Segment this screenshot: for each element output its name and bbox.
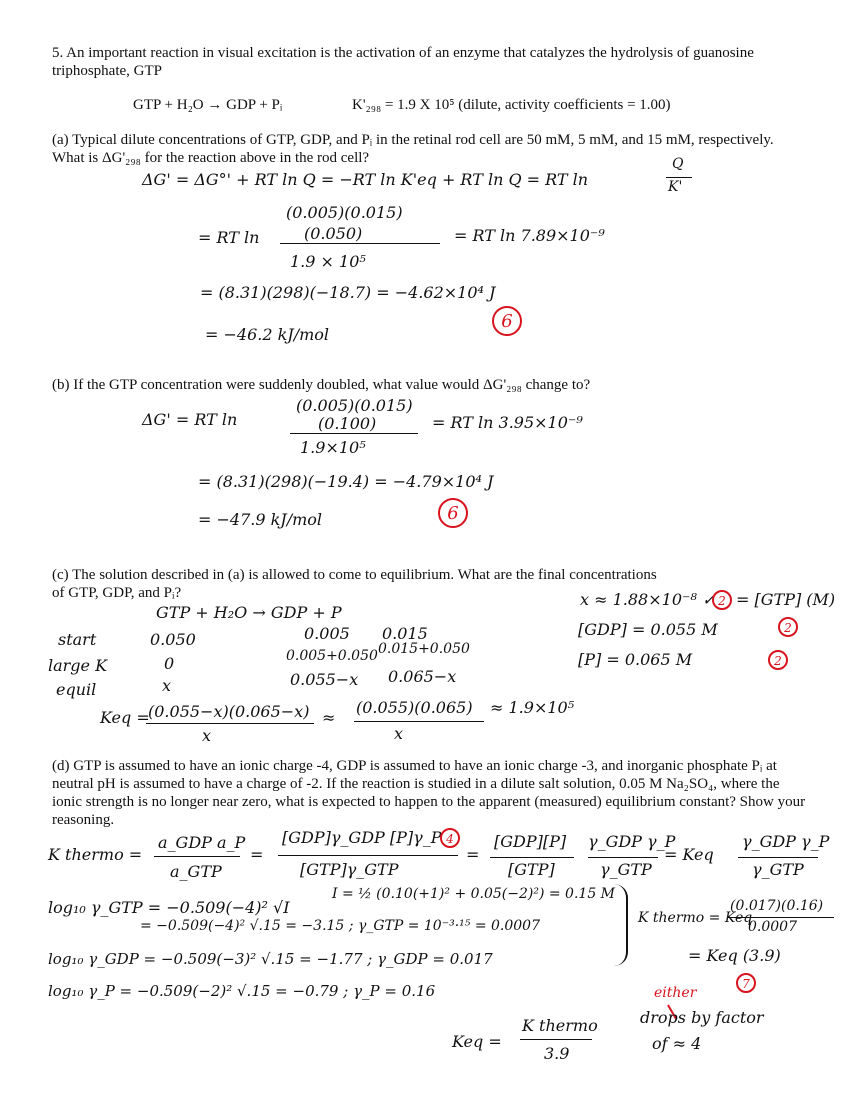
part-c-keq-num2: (0.055)(0.065) <box>356 698 473 717</box>
part-a-frac-den: 1.9 × 10⁵ <box>290 252 366 271</box>
keq-statement: K'₂₉₈ = 1.9 X 10⁵ (dilute, activity coefficients = 1.00) <box>352 97 671 113</box>
part-d-f1-line <box>154 856 240 857</box>
part-a-line1-num: Q <box>672 156 684 172</box>
part-d-f2-num: [GDP]γ_GDP [P]γ_P <box>282 828 442 847</box>
part-c-largek-p: 0.015+0.050 <box>378 641 470 657</box>
part-d-either: either <box>654 985 697 1001</box>
part-b-num-bottom: (0.100) <box>318 414 377 433</box>
part-c-equil-p: 0.065−x <box>388 667 457 686</box>
part-b-num-top: (0.005)(0.015) <box>296 396 413 415</box>
part-c-largek-gdp: 0.005+0.050 <box>286 648 378 664</box>
part-d-ionic-strength: I = ½ (0.10(+1)² + 0.05(−2)²) = 0.15 M <box>332 886 616 902</box>
part-a-question: (a) Typical dilute concentrations of GTP, GDP, and Pᵢ in the retinal rod cell are 50 mM, 5 mM, and 15 mM, respectively. What is ΔG'₂₉₈ for the reaction above in the rod cell? <box>52 132 774 166</box>
part-a-score: 6 <box>492 306 522 336</box>
part-d-right-eq2: = Keq (3.9) <box>688 946 781 965</box>
part-d-f4-line <box>588 857 658 858</box>
part-a-line1-den: K' <box>668 179 683 195</box>
part-a-frac-num-bottom: (0.050) <box>304 224 363 243</box>
part-c-equil-gdp: 0.055−x <box>290 670 359 689</box>
part-d-right-den: 0.0007 <box>748 919 797 935</box>
part-a-frac-prefix: = RT ln <box>198 228 260 247</box>
part-c-question-2: of GTP, GDP, and Pᵢ? <box>52 585 182 601</box>
reaction-equation: GTP + H₂O → GDP + Pᵢ <box>133 97 283 113</box>
part-c-keq-label: Keq = <box>100 708 150 727</box>
part-d-of: of ≈ 4 <box>652 1034 702 1053</box>
part-c-answer-p: [P] = 0.065 M <box>578 650 693 669</box>
part-c-keq-tail: ≈ 1.9×10⁵ <box>490 698 575 717</box>
part-d-log-gtp-1: log₁₀ γ_GTP = −0.509(−4)² √I <box>48 898 290 917</box>
part-c-answer-x-tail: = [GTP] (M) <box>736 590 836 609</box>
part-b-den: 1.9×10⁵ <box>300 438 366 457</box>
part-d-keq-final-num: K thermo <box>522 1016 598 1035</box>
part-d-f1-den: a_GTP <box>170 862 222 881</box>
part-d-kthermo-right: K thermo = Keq <box>638 910 753 926</box>
part-a-line1: ΔG' = ΔG°' + RT ln Q = −RT ln K'eq + RT ln Q = RT ln <box>142 170 589 189</box>
part-c-score-2: 2 <box>778 617 798 637</box>
part-c-score-3: 2 <box>768 650 788 670</box>
part-c-keq-den: x <box>202 726 212 745</box>
part-c-approx: ≈ <box>322 708 336 727</box>
part-d-f4-num: γ_GDP γ_P <box>588 832 676 851</box>
part-d-keq-final-den: 3.9 <box>544 1044 570 1063</box>
part-c-start-label: start <box>58 630 97 649</box>
part-a-fracline <box>280 243 440 244</box>
part-b-result: = RT ln 3.95×10⁻⁹ <box>432 413 583 432</box>
part-b-prefix: ΔG' = RT ln <box>142 410 238 429</box>
part-c-start-gdp: 0.005 <box>304 624 350 643</box>
part-c-start-p: 0.015 <box>382 624 428 643</box>
part-d-keq-final-line <box>520 1039 592 1040</box>
part-d-bracket <box>612 884 628 966</box>
part-d-f4-den: γ_GTP <box>600 860 652 879</box>
part-d-right-num: (0.017)(0.16) <box>730 898 824 914</box>
part-b-score: 6 <box>438 498 468 528</box>
part-d-f5-num: γ_GDP γ_P <box>742 832 830 851</box>
part-a-line4: = −46.2 kJ/mol <box>205 325 330 344</box>
part-c-score-1: 2 <box>712 590 732 610</box>
part-c-question-1: (c) The solution described in (a) is allowed to come to equilibrium. What are the final concentrations <box>52 567 657 583</box>
part-d-right-line <box>728 917 834 918</box>
part-b-line3: = −47.9 kJ/mol <box>198 510 323 529</box>
part-d-f3-num: [GDP][P] <box>494 832 567 851</box>
part-d-log-gtp-2: = −0.509(−4)² √.15 = −3.15 ; γ_GTP = 10⁻³·¹⁵ = 0.0007 <box>140 918 540 934</box>
part-a-frac-num-top: (0.005)(0.015) <box>286 203 403 222</box>
part-b-line2: = (8.31)(298)(−19.4) = −4.79×10⁴ J <box>198 472 494 491</box>
part-c-keq-num: (0.055−x)(0.065−x) <box>148 702 310 721</box>
part-d-log-gdp: log₁₀ γ_GDP = −0.509(−3)² √.15 = −1.77 ; γ_GDP = 0.017 <box>48 950 493 968</box>
part-a-line3: = (8.31)(298)(−18.7) = −4.62×10⁴ J <box>200 283 496 302</box>
part-d-equals-1: = <box>250 845 264 864</box>
part-d-f2-line <box>278 855 458 856</box>
part-d-kthermo-label: K thermo = <box>48 845 143 864</box>
part-c-answer-x: x ≈ 1.88×10⁻⁸ ✓ <box>580 590 716 609</box>
part-c-start-gtp: 0.050 <box>150 630 196 649</box>
part-b-fracline <box>290 433 418 434</box>
part-d-f3-den: [GTP] <box>508 860 555 879</box>
part-c-equil-gtp: x <box>162 676 172 695</box>
part-a-line1-fracline <box>666 177 692 178</box>
part-c-largek-label: large K <box>48 656 108 675</box>
part-d-eq-keq: = Keq <box>664 845 714 864</box>
part-c-answer-gdp: [GDP] = 0.055 M <box>578 620 718 639</box>
part-d-question: (d) GTP is assumed to have an ionic charge -4, GDP is assumed to have an ionic charge -3, and inorganic phosphate Pᵢ at neutral pH is assumed to have a charge of -2. If the reaction is studied in a dilute salt solution, 0.05 M Na₂SO₄, where the ionic strength is no longer near zero, what is expected to happen to the apparent (measured) equilibrium constant? Show your reasoning. <box>52 758 806 828</box>
part-a-frac-result: = RT ln 7.89×10⁻⁹ <box>454 226 605 245</box>
part-d-score-right: 7 <box>736 973 756 993</box>
part-d-f1-num: a_GDP a_P <box>158 833 246 852</box>
part-c-keq-den2: x <box>394 724 404 743</box>
part-d-f5-line <box>738 857 818 858</box>
part-c-largek-gtp: 0 <box>164 654 175 673</box>
part-d-equals-2: = <box>466 845 480 864</box>
part-b-question: (b) If the GTP concentration were suddenly doubled, what value would ΔG'₂₉₈ change to? <box>52 377 591 393</box>
problem-intro: 5. An important reaction in visual excitation is the activation of an enzyme that catalyzes the hydrolysis of guanosine triphosphate, GTP <box>52 45 754 79</box>
part-d-f5-den: γ_GTP <box>752 860 804 879</box>
part-c-keq-fracline2 <box>354 721 484 722</box>
part-c-reaction: GTP + H₂O → GDP + P <box>156 603 342 622</box>
part-c-keq-fracline <box>146 723 314 724</box>
part-d-score-top: 4 <box>440 828 460 848</box>
part-c-equil-label: equil <box>56 680 97 699</box>
part-d-log-p: log₁₀ γ_P = −0.509(−2)² √.15 = −0.79 ; γ_P = 0.16 <box>48 982 436 1000</box>
part-d-f3-line <box>490 857 574 858</box>
part-d-drops: drops by factor <box>640 1008 764 1027</box>
part-d-keq-final-label: Keq = <box>452 1032 502 1051</box>
part-d-f2-den: [GTP]γ_GTP <box>300 860 399 879</box>
